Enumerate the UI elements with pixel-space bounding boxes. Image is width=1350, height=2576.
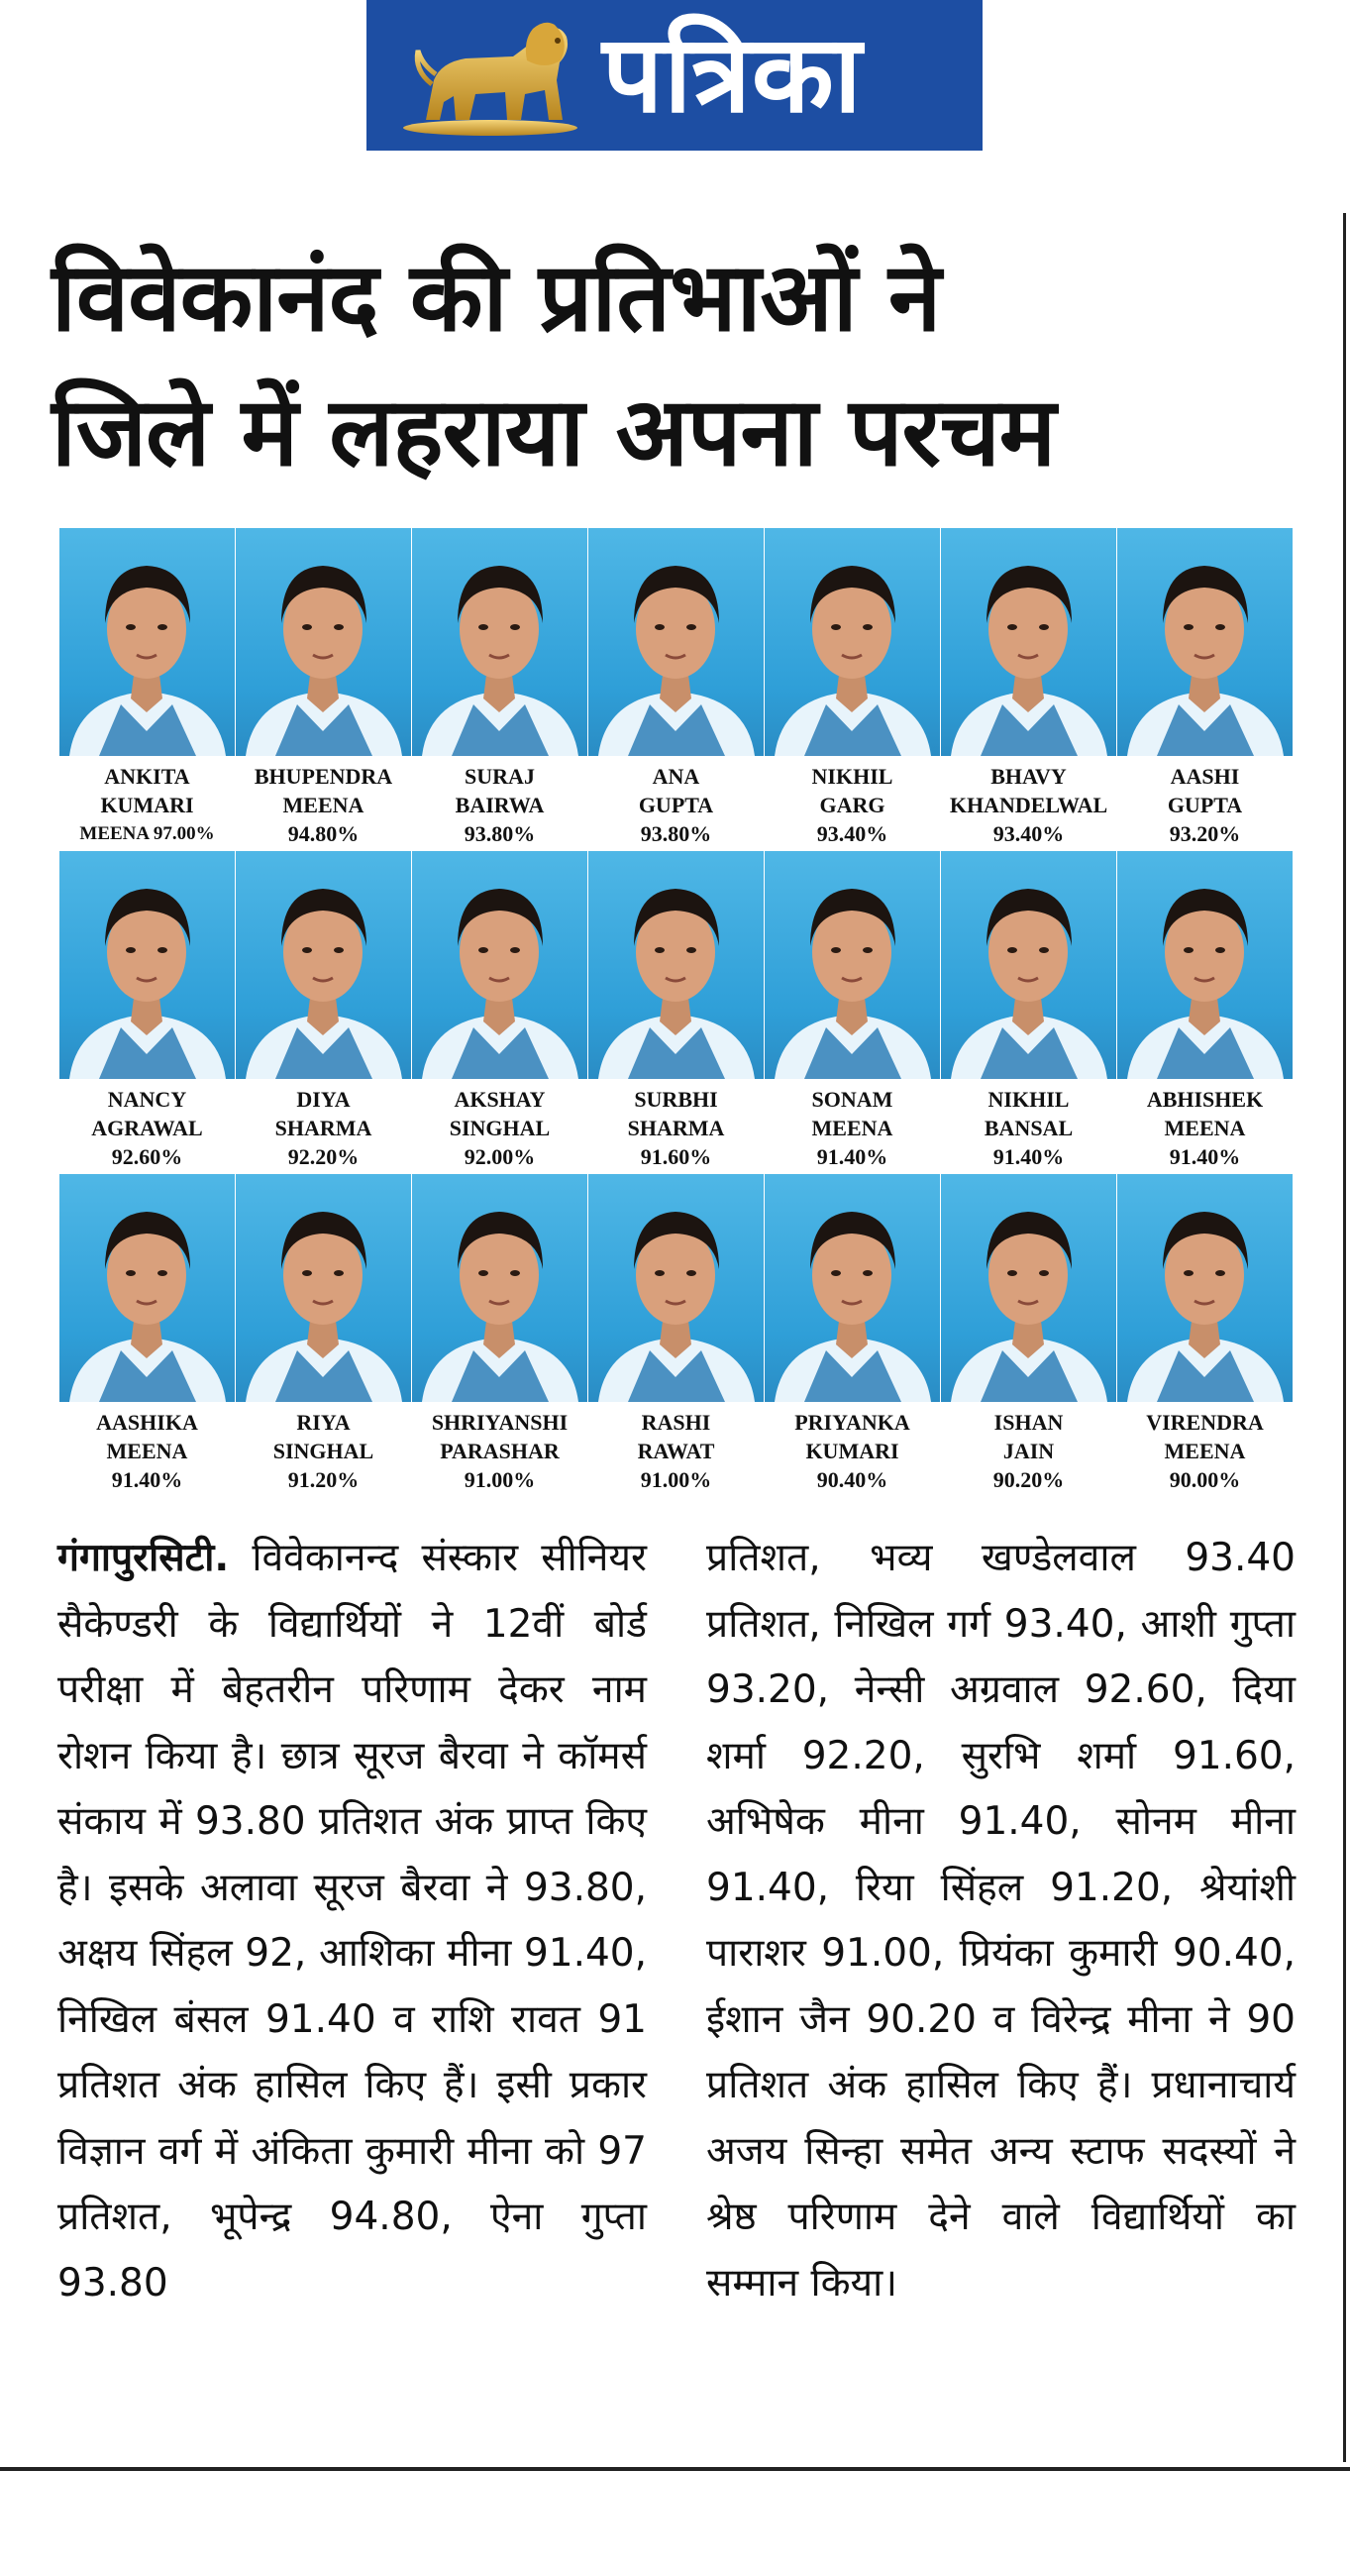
student-caption — [582, 1085, 770, 1171]
student-portrait-icon — [236, 1174, 411, 1402]
student-score: 92.00% — [464, 1144, 536, 1169]
student-photo — [941, 528, 1116, 756]
brand-name: पत्रिका — [602, 13, 863, 137]
student-card — [941, 528, 1116, 851]
student-photo — [59, 851, 235, 1079]
student-score: 90.00% — [1169, 1467, 1241, 1492]
student-name: KHANDELWAL — [949, 793, 1108, 817]
student-name: DIYA — [296, 1087, 351, 1112]
student-card — [412, 528, 587, 851]
lion-icon — [396, 11, 584, 140]
student-photo — [588, 1174, 764, 1402]
dateline: गंगापुरसिटी. — [57, 1536, 230, 1580]
student-score: 90.20% — [992, 1467, 1065, 1492]
student-card — [941, 1174, 1116, 1497]
student-name: ABHISHEK — [1146, 1087, 1264, 1112]
student-portrait-icon — [59, 528, 235, 756]
student-caption — [230, 1408, 417, 1494]
student-portrait-icon — [941, 528, 1116, 756]
student-caption — [406, 1085, 593, 1171]
student-name: MEENA — [282, 793, 364, 817]
student-portrait-icon — [941, 1174, 1116, 1402]
student-photo — [588, 851, 764, 1079]
student-photo — [1117, 528, 1293, 756]
student-score: 92.60% — [111, 1144, 183, 1169]
student-card — [765, 1174, 940, 1497]
student-photo — [765, 528, 940, 756]
student-caption — [1111, 1408, 1298, 1494]
bottom-rule — [0, 2467, 1350, 2471]
student-score: 91.20% — [287, 1467, 360, 1492]
student-name: AASHIKA — [96, 1410, 198, 1435]
student-card — [765, 851, 940, 1174]
student-card — [412, 851, 587, 1174]
student-score: 91.40% — [992, 1144, 1065, 1169]
student-row — [59, 851, 1288, 1174]
student-name: SHARMA — [274, 1116, 372, 1140]
student-name: SHRIYANSHI — [431, 1410, 569, 1435]
student-name: MEENA — [1164, 1116, 1246, 1140]
student-photo — [588, 528, 764, 756]
student-caption — [53, 1085, 241, 1171]
student-name: BAIRWA — [455, 793, 545, 817]
student-caption — [230, 1085, 417, 1171]
student-portrait-icon — [412, 1174, 587, 1402]
student-photo — [236, 851, 411, 1079]
student-score: 93.80% — [640, 821, 712, 846]
student-caption — [1111, 1085, 1298, 1171]
student-photo-grid — [59, 528, 1288, 1497]
student-portrait-icon — [588, 851, 764, 1079]
student-score: 90.40% — [816, 1467, 888, 1492]
article-column-2 — [706, 1526, 1296, 2316]
student-score: 91.60% — [640, 1144, 712, 1169]
student-caption — [935, 1408, 1122, 1494]
student-portrait-icon — [59, 851, 235, 1079]
student-card — [588, 528, 764, 851]
student-photo — [941, 851, 1116, 1079]
student-name: MEENA — [106, 1439, 188, 1463]
student-photo — [1117, 1174, 1293, 1402]
student-card — [236, 528, 411, 851]
student-card — [59, 1174, 235, 1497]
student-card — [412, 1174, 587, 1497]
student-portrait-icon — [236, 851, 411, 1079]
student-card — [59, 851, 235, 1174]
student-name: RAWAT — [637, 1439, 715, 1463]
student-caption — [582, 1408, 770, 1494]
student-name-and-score — [53, 819, 241, 848]
student-score: 91.40% — [111, 1467, 183, 1492]
student-portrait-icon — [236, 528, 411, 756]
student-card — [236, 1174, 411, 1497]
student-photo — [765, 1174, 940, 1402]
student-photo — [236, 528, 411, 756]
student-caption — [935, 762, 1122, 848]
student-card — [1117, 1174, 1293, 1497]
student-name: PARASHAR — [440, 1439, 560, 1463]
student-name: KUMARI — [805, 1439, 899, 1463]
article-text-2: प्रतिशत, भव्य खण्डेलवाल 93.40 प्रतिशत, निखिल गर्ग 93.40, आशी गुप्ता 93.20, नेन्सी अग्रवाल 92.60, दिया शर्मा 92.20, सुरभि शर्मा 91.60, अभिषेक मीना 91.40, सोनम मीना 91.40, रिया सिंहल 91.20, श्रेयांशी पाराशर 91.00, प्रियंका कुमारी 90.40, ईशान जैन 90.20 व विरेन्द्र मीना ने 90 प्रतिशत अंक हासिल किए हैं। प्रधानाचार्य अजय सिन्हा समेत अन्य स्टाफ सदस्यों ने श्रेष्ठ परिणाम देने वाले विद्यार्थियों का सम्मान किया। — [706, 1536, 1296, 2306]
student-score: 91.00% — [640, 1467, 712, 1492]
student-photo — [412, 1174, 587, 1402]
student-photo — [236, 1174, 411, 1402]
student-name: BHAVY — [990, 764, 1067, 789]
student-card — [588, 851, 764, 1174]
student-caption — [759, 1408, 946, 1494]
headline-line-1: विवेकानंद की प्रतिभाओं ने — [52, 242, 941, 353]
student-portrait-icon — [1117, 851, 1293, 1079]
student-name: SONAM — [811, 1087, 893, 1112]
student-name: SURAJ — [465, 764, 535, 789]
student-name: PRIYANKA — [794, 1410, 910, 1435]
student-score: 92.20% — [287, 1144, 360, 1169]
student-row — [59, 528, 1288, 851]
student-portrait-icon — [59, 1174, 235, 1402]
student-name: RASHI — [641, 1410, 711, 1435]
student-score: 93.20% — [1169, 821, 1241, 846]
student-name: NIKHIL — [811, 764, 893, 789]
headline — [52, 230, 1299, 499]
student-caption — [582, 762, 770, 848]
student-caption — [53, 1408, 241, 1494]
student-card — [941, 851, 1116, 1174]
student-name: AKSHAY — [454, 1087, 546, 1112]
student-photo — [412, 851, 587, 1079]
student-portrait-icon — [1117, 1174, 1293, 1402]
student-photo — [765, 851, 940, 1079]
student-score: 93.40% — [992, 821, 1065, 846]
student-portrait-icon — [765, 1174, 940, 1402]
student-caption — [53, 762, 241, 848]
student-card — [236, 851, 411, 1174]
student-row — [59, 1174, 1288, 1497]
student-photo — [59, 1174, 235, 1402]
student-name: SINGHAL — [449, 1116, 551, 1140]
student-score: 93.40% — [816, 821, 888, 846]
article-column-1 — [57, 1526, 647, 2316]
student-portrait-icon — [765, 528, 940, 756]
student-portrait-icon — [412, 851, 587, 1079]
student-name: BHUPENDRA — [254, 764, 393, 789]
student-name: MEENA — [1164, 1439, 1246, 1463]
student-portrait-icon — [412, 528, 587, 756]
student-card — [1117, 851, 1293, 1174]
student-caption — [406, 1408, 593, 1494]
student-card — [1117, 528, 1293, 851]
student-portrait-icon — [1117, 528, 1293, 756]
student-name: GUPTA — [1167, 793, 1243, 817]
student-caption — [1111, 762, 1298, 848]
student-caption — [406, 762, 593, 848]
student-score: 93.80% — [464, 821, 536, 846]
student-photo — [59, 528, 235, 756]
student-name: MEENA — [811, 1116, 893, 1140]
headline-line-2: जिले में लहराया अपना परचम — [52, 376, 1056, 487]
student-name: JAIN — [1002, 1439, 1055, 1463]
student-portrait-icon — [941, 851, 1116, 1079]
student-card — [59, 528, 235, 851]
masthead — [366, 0, 983, 151]
student-name: AGRAWAL — [91, 1116, 203, 1140]
student-card — [765, 528, 940, 851]
student-card — [588, 1174, 764, 1497]
student-name: GUPTA — [638, 793, 714, 817]
student-photo — [412, 528, 587, 756]
student-score: 94.80% — [287, 821, 360, 846]
article-text-1: विवेकानन्द संस्कार सीनियर सैकेण्डरी के विद्यार्थियों ने 12वीं बोर्ड परीक्षा में बेहतरीन परिणाम देकर नाम रोशन किया है। छात्र सूरज बैरवा ने कॉमर्स संकाय में 93.80 प्रतिशत अंक प्राप्त किए है। इसके अलावा सूरज बैरवा ने 93.80, अक्षय सिंहल 92, आशिका मीना 91.40, निखिल बंसल 91.40 व राशि रावत 91 प्रतिशत अंक हासिल किए हैं। इसी प्रकार विज्ञान वर्ग में अंकिता कुमारी मीना को 97 प्रतिशत, भूपेन्द्र 94.80, ऐना गुप्ता 93.80 — [57, 1536, 647, 2306]
student-name: NANCY — [107, 1087, 187, 1112]
student-score: 91.00% — [464, 1467, 536, 1492]
student-name: NIKHIL — [987, 1087, 1070, 1112]
student-name: ANKITA — [104, 764, 190, 789]
student-photo — [1117, 851, 1293, 1079]
student-name: SHARMA — [627, 1116, 725, 1140]
student-portrait-icon — [765, 851, 940, 1079]
student-name: KUMARI — [100, 793, 194, 817]
student-name: AASHI — [1170, 764, 1240, 789]
student-portrait-icon — [588, 1174, 764, 1402]
student-name: ANA — [652, 764, 700, 789]
student-caption — [759, 762, 946, 848]
student-name: MEENA — [79, 823, 150, 844]
column-rule — [1343, 213, 1346, 2462]
student-caption — [935, 1085, 1122, 1171]
student-caption — [230, 762, 417, 848]
student-name: BANSAL — [984, 1116, 1074, 1140]
student-name: SINGHAL — [272, 1439, 374, 1463]
student-score: 91.40% — [1169, 1144, 1241, 1169]
student-name: SURBHI — [634, 1087, 718, 1112]
student-caption — [759, 1085, 946, 1171]
student-score: 97.00% — [153, 823, 215, 844]
student-name: VIRENDRA — [1146, 1410, 1264, 1435]
student-photo — [941, 1174, 1116, 1402]
news-article — [57, 1526, 1296, 2316]
student-name: GARG — [819, 793, 885, 817]
student-name: RIYA — [296, 1410, 351, 1435]
student-name: ISHAN — [993, 1410, 1064, 1435]
student-score: 91.40% — [816, 1144, 888, 1169]
student-portrait-icon — [588, 528, 764, 756]
